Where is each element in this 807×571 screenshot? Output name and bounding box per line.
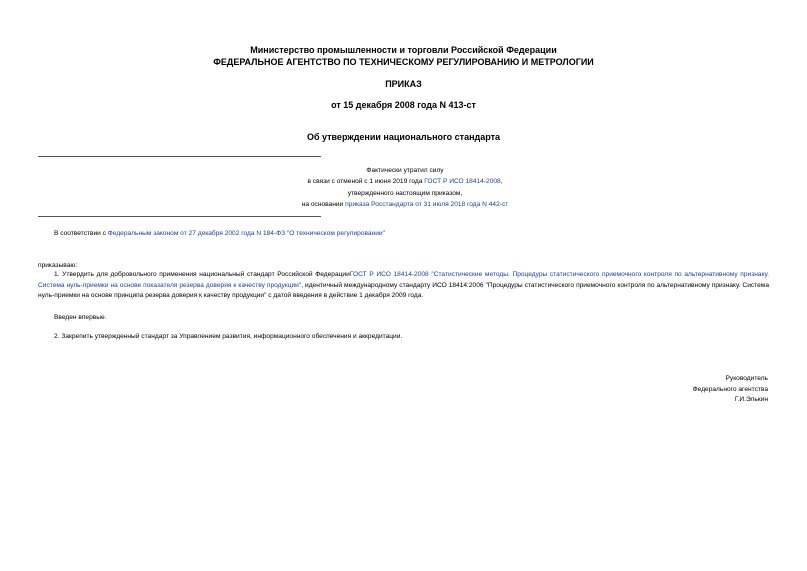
status-line-2-prefix: в связи с отменой с 1 июня 2019 года <box>307 178 425 186</box>
document-subject: Об утверждении национального стандарта <box>306 132 501 142</box>
status-line-1: Фактически утратил силу <box>366 167 444 174</box>
rosstandart-order-link[interactable]: приказа Росстандарта от 31 июля 2018 года N 442-ст <box>345 200 509 208</box>
gost-standard-link[interactable]: ГОСТ Р ИСО 18414-2008 "Статистические методы. Процедуры статистического приемочного контроля по альтернативному признаку. Система нуль-приемки на основе показателя резерва доверия к качеству продукции" <box>38 271 769 289</box>
status-line-3: утвержденного настоящим приказом, <box>347 189 463 197</box>
item-2: 2. Закрепить утвержденный стандарт за Управлением развития, информационного обеспечения и аккредитации. <box>54 333 403 340</box>
status-line-2-suffix: , <box>500 178 503 186</box>
preamble <box>38 229 769 240</box>
item-1-prefix: 1. Утвердить для добровольного применения национальный стандарт Российской Федерации <box>54 271 350 278</box>
signer-name: Г.И.Элькин <box>734 396 768 404</box>
document-date: от 15 декабря 2008 года N 413-ст <box>331 100 476 110</box>
status-note <box>170 165 640 210</box>
ministry-title: Министерство промышленности и торговли Российской Федерации <box>250 45 557 55</box>
status-line-2 <box>170 176 640 187</box>
bottom-divider <box>38 216 321 217</box>
preamble-prefix: В соответствии с <box>54 230 108 237</box>
signer-title-1: Руководитель <box>725 375 768 382</box>
top-divider <box>38 156 321 157</box>
gost-link[interactable]: ГОСТ Р ИСО 18414-2008 <box>424 178 501 186</box>
introduced-note: Введен впервые. <box>54 314 107 321</box>
item-1 <box>38 270 769 302</box>
signer-title-2: Федерального агентства <box>692 385 768 393</box>
agency-title: ФЕДЕРАЛЬНОЕ АГЕНТСТВО ПО ТЕХНИЧЕСКОМУ РЕГУЛИРОВАНИЮ И МЕТРОЛОГИИ <box>213 57 594 67</box>
status-line-4-prefix: на основании <box>301 200 346 208</box>
order-word: приказываю: <box>38 262 78 269</box>
item-1-suffix: , идентичный международному стандарту ИСО 18414:2006 "Процедуры статистического приемочного контроля по альтернативному признаку. Система нуль-приемки на основе принципа резерва доверия к качеству продукции" с датой введения в действие 1 декабря 2009 года. <box>38 281 769 299</box>
signature-block <box>560 374 768 406</box>
document-type: ПРИКАЗ <box>385 79 422 89</box>
federal-law-link[interactable]: Федеральным законом от 27 декабря 2002 года N 184-ФЗ "О техническом регулировании" <box>107 230 385 237</box>
status-line-4 <box>170 199 640 210</box>
